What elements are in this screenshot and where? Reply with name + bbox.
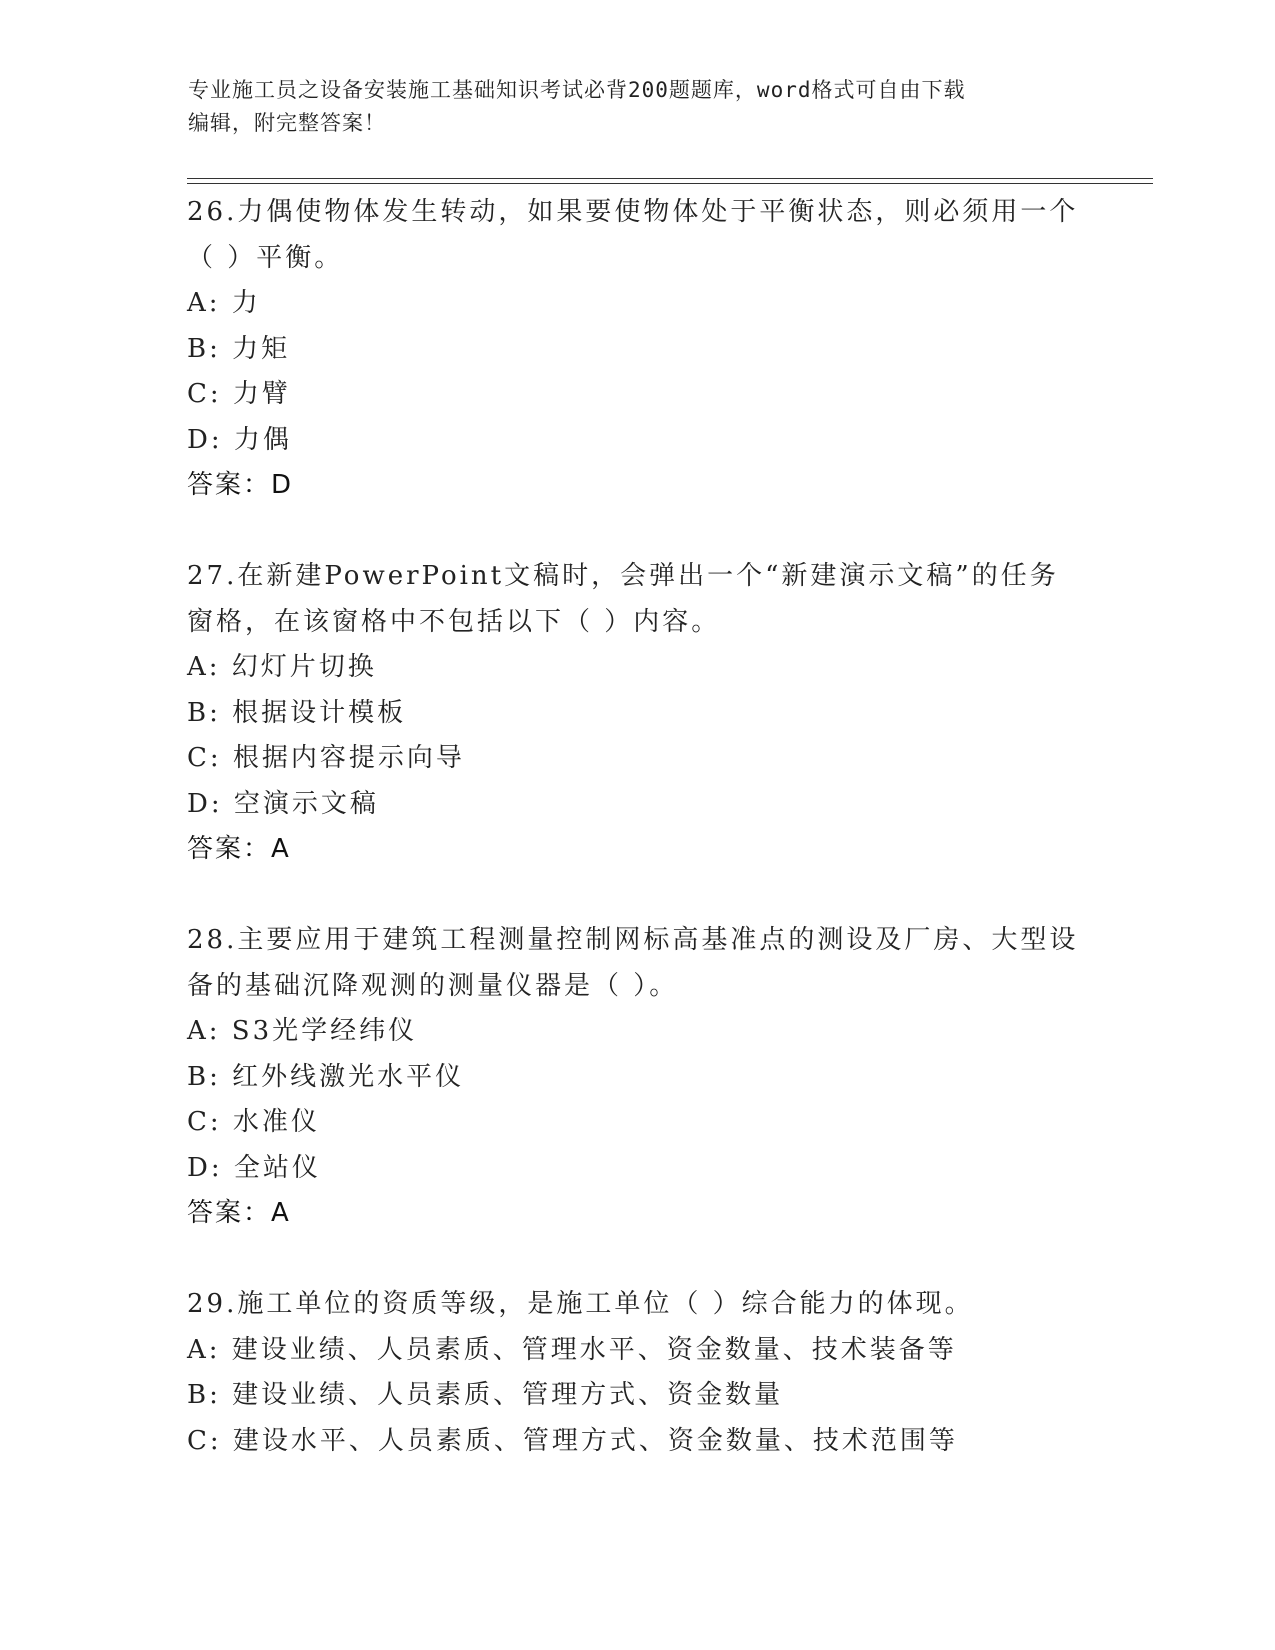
option-d: D: 全站仪 [187,1152,321,1183]
option-b: B: 根据设计模板 [187,697,407,728]
question-gap [187,873,1087,919]
option-c: C: 建设水平、人员素质、管理方式、资金数量、技术范围等 [187,1425,958,1456]
header-line-1: 专业施工员之设备安装施工基础知识考试必背200题题库，word格式可自由下载 [188,78,966,102]
question-26 [187,190,1087,509]
question-stem-line: 28.主要应用于建筑工程测量控制网标高基准点的测设及厂房、大型设 [187,925,1079,955]
question-28 [187,918,1087,1237]
option-b: B: 红外线激光水平仪 [187,1061,465,1092]
question-stem-line: 29.施工单位的资质等级，是施工单位（ ）综合能力的体现。 [187,1289,974,1319]
answer-line: 答案：A [187,1198,291,1228]
option-a: A: 幻灯片切换 [187,652,377,682]
question-gap [187,509,1087,555]
option-a: A: 建设业绩、人员素质、管理水平、资金数量、技术装备等 [187,1334,957,1365]
option-c: C: 根据内容提示向导 [187,743,465,773]
question-stem-line: 27.在新建PowerPoint文稿时，会弹出一个“新建演示文稿”的任务 [187,561,1059,591]
answer-line: 答案：A [187,834,291,864]
answer-line: 答案：D [187,470,294,500]
option-b: B: 建设业绩、人员素质、管理方式、资金数量 [187,1380,784,1410]
question-stem-line: 26.力偶使物体发生转动，如果要使物体处于平衡状态，则必须用一个 [187,197,1079,227]
question-stem-line: 备的基础沉降观测的测量仪器是（ ）。 [187,970,679,1001]
question-stem-line: （ ）平衡。 [187,242,344,273]
option-c: C: 力臂 [187,379,291,409]
option-d: D: 空演示文稿 [187,788,379,819]
option-b: B: 力矩 [187,333,291,364]
header-divider-top [187,178,1153,179]
question-27 [187,554,1087,873]
header-divider-bottom [187,183,1153,184]
question-gap [187,1237,1087,1283]
question-stem-line: 窗格，在该窗格中不包括以下（ ）内容。 [187,606,721,637]
question-list [187,190,1087,1464]
question-29 [187,1282,1087,1464]
option-a: A: S3光学经纬仪 [187,1016,418,1046]
document-header [188,74,1088,140]
option-a: A: 力 [187,288,261,318]
header-line-2: 编辑，附完整答案！ [188,111,386,135]
option-d: D: 力偶 [187,424,292,455]
option-c: C: 水准仪 [187,1107,320,1137]
